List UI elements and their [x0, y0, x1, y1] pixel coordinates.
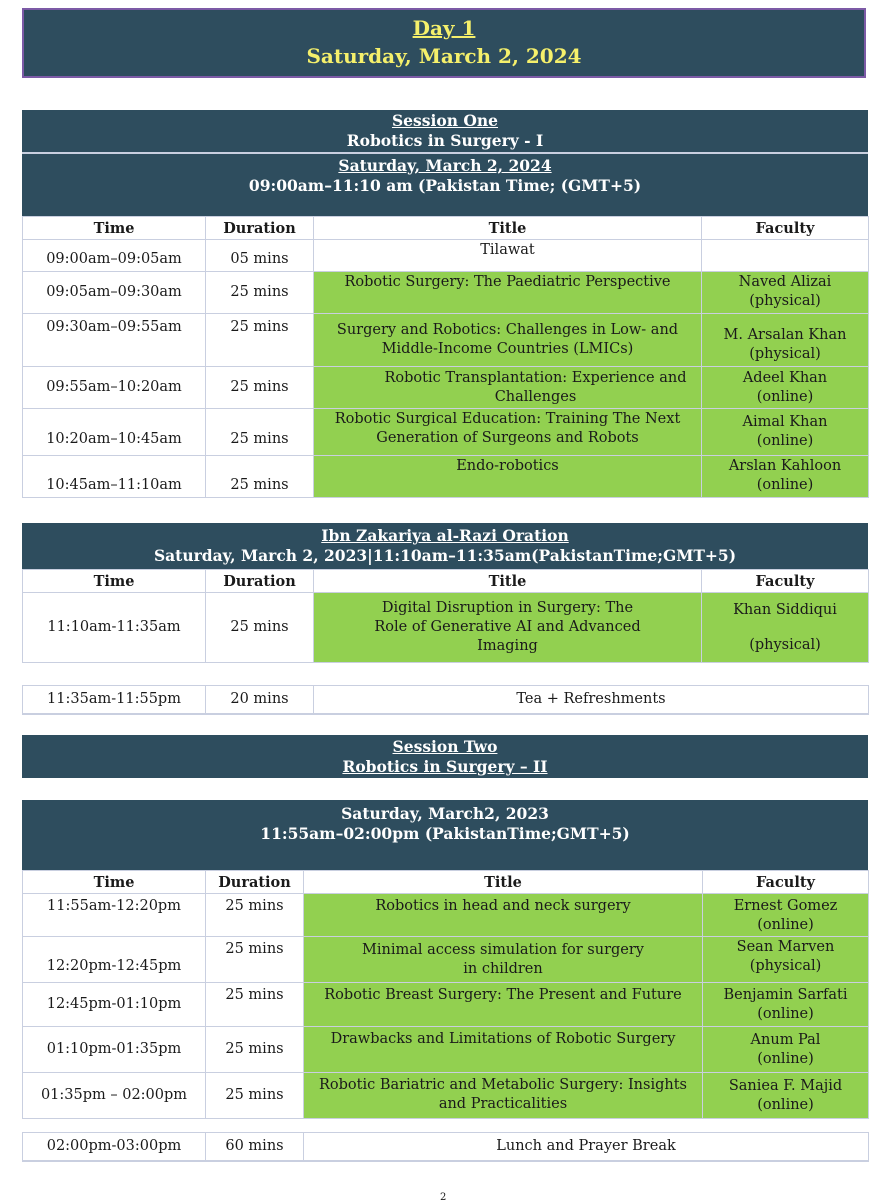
oration-subtitle: Saturday, March 2, 2023|11:10am–11:35am(PakistanTime;GMT+5): [153, 546, 737, 565]
faculty-name: Aimal Khan: [742, 414, 828, 430]
row-title: Digital Disruption in Surgery: The Role of Generative AI and Advanced Imaging: [314, 593, 702, 663]
col-time: Time: [23, 570, 206, 593]
row-duration: 25 mins: [206, 983, 304, 1027]
row-faculty: [702, 456, 869, 498]
row-time: 11:10am-11:35am: [23, 593, 206, 663]
faculty-name: M. Arsalan Khan: [723, 327, 847, 343]
faculty-name: Sean Marven: [736, 939, 835, 955]
faculty-mode: (physical): [749, 346, 821, 362]
tea-table: [22, 685, 869, 715]
row-time: 11:55am-12:20pm: [23, 894, 206, 937]
row-duration: 60 mins: [206, 1133, 304, 1161]
row-duration: 25 mins: [206, 1073, 304, 1119]
row-time: 09:05am–09:30am: [23, 272, 206, 314]
faculty-mode: (online): [757, 917, 814, 933]
row-title: Minimal access simulation for surgery in children: [304, 937, 703, 983]
row-title: Robotic Transplantation: Experience and Challenges: [314, 367, 702, 409]
col-time: Time: [23, 871, 206, 894]
table-row: [23, 272, 869, 314]
row-duration: 25 mins: [206, 593, 314, 663]
row-faculty: [702, 314, 869, 367]
row-time: 09:55am–10:20am: [23, 367, 206, 409]
col-time: Time: [23, 217, 206, 240]
session-two-time: 11:55am–02:00pm (PakistanTime;GMT+5): [260, 824, 630, 843]
row-title: Robotic Bariatric and Metabolic Surgery: Insights and Practicalities: [304, 1073, 703, 1119]
faculty-mode: (online): [756, 433, 814, 449]
row-faculty: [702, 409, 869, 456]
faculty-mode: (physical): [749, 293, 821, 309]
row-duration: 25 mins: [206, 456, 314, 498]
row-faculty: [702, 593, 869, 663]
faculty-name: Saniea F. Majid: [728, 1077, 843, 1094]
faculty-mode: (physical): [749, 958, 822, 974]
table-row: [23, 593, 869, 663]
session-two-datetime: [22, 800, 868, 870]
faculty-mode: (online): [757, 1050, 814, 1067]
faculty-mode: (online): [756, 388, 814, 405]
faculty-name: Anum Pal: [750, 1031, 821, 1048]
table-row: [23, 314, 869, 367]
oration-name: Ibn Zakariya al-Razi Oration: [321, 526, 569, 545]
col-faculty: Faculty: [702, 570, 869, 593]
lunch-table: [22, 1132, 869, 1162]
row-faculty: [703, 937, 869, 983]
row-time: 11:35am-11:55pm: [23, 686, 206, 714]
faculty-name: Khan Siddiqui: [733, 601, 837, 618]
table-row: [23, 1133, 869, 1161]
oration-table: [22, 569, 869, 663]
faculty-name: Arslan Kahloon: [728, 458, 842, 474]
tea-block: [22, 685, 868, 715]
row-faculty: [702, 272, 869, 314]
row-faculty: [703, 983, 869, 1027]
row-duration: 25 mins: [206, 937, 304, 983]
row-faculty: [703, 894, 869, 937]
row-time: 09:00am–09:05am: [23, 240, 206, 272]
faculty-name: Ernest Gomez: [733, 898, 838, 914]
table-header-row: [23, 871, 869, 894]
lunch-block: [22, 1132, 868, 1162]
session-two-table: [22, 870, 869, 1119]
table-row: [23, 686, 869, 714]
faculty-name: Benjamin Sarfati: [723, 987, 848, 1003]
faculty-mode: (physical): [749, 636, 821, 653]
session-one-name: Session One: [391, 111, 499, 130]
session-one-header: [22, 110, 868, 152]
row-time: 09:30am–09:55am: [23, 314, 206, 367]
col-duration: Duration: [206, 871, 304, 894]
oration-block: [22, 523, 868, 663]
faculty-name: Naved Alizai: [738, 274, 832, 290]
session-one-datetime: [22, 152, 868, 216]
day-title: Day 1: [412, 16, 476, 40]
col-faculty: Faculty: [703, 871, 869, 894]
row-title: Robotic Surgical Education: Training The Next Generation of Surgeons and Robots: [314, 409, 702, 456]
row-time: 10:45am–11:10am: [23, 456, 206, 498]
session-one-block: [22, 110, 868, 498]
session-two-topic: Robotics in Surgery – II: [342, 756, 548, 776]
row-duration: 25 mins: [206, 314, 314, 367]
faculty-mode: (online): [756, 477, 814, 493]
table-row: [23, 456, 869, 498]
table-row: [23, 1027, 869, 1073]
row-title: Tea + Refreshments: [314, 686, 869, 714]
row-title: Robotics in head and neck surgery: [304, 894, 703, 937]
session-one-topic: Robotics in Surgery - I: [346, 131, 544, 150]
row-duration: 25 mins: [206, 1027, 304, 1073]
oration-header: [22, 523, 868, 569]
col-duration: Duration: [206, 217, 314, 240]
table-row: [23, 367, 869, 409]
row-title: Surgery and Robotics: Challenges in Low- and Middle-Income Countries (LMICs): [314, 314, 702, 367]
row-duration: 25 mins: [206, 409, 314, 456]
session-two-name: Session Two: [392, 736, 498, 756]
row-title: Drawbacks and Limitations of Robotic Surgery: [304, 1027, 703, 1073]
table-row: [23, 409, 869, 456]
row-faculty: [703, 1027, 869, 1073]
row-time: 01:10pm-01:35pm: [23, 1027, 206, 1073]
table-row: [23, 1073, 869, 1119]
row-faculty: [703, 1073, 869, 1119]
faculty-name: Adeel Khan: [742, 369, 828, 386]
table-row: [23, 894, 869, 937]
row-title: Endo-robotics: [314, 456, 702, 498]
table-row: [23, 937, 869, 983]
row-time: 02:00pm-03:00pm: [23, 1133, 206, 1161]
session-one-table: [22, 216, 869, 498]
row-time: 01:35pm – 02:00pm: [23, 1073, 206, 1119]
row-title: Robotic Surgery: The Paediatric Perspective: [314, 272, 702, 314]
row-duration: 20 mins: [206, 686, 314, 714]
session-two-block: [22, 800, 868, 1119]
session-one-date: Saturday, March 2, 2024: [338, 156, 552, 175]
page-number: 2: [440, 1192, 447, 1203]
faculty-mode: (online): [757, 1096, 814, 1113]
row-title: Tilawat: [314, 240, 702, 272]
col-title: Title: [314, 570, 702, 593]
session-two-header: [22, 735, 868, 778]
col-title: Title: [304, 871, 703, 894]
faculty-mode: (online): [757, 1006, 814, 1022]
col-duration: Duration: [206, 570, 314, 593]
row-duration: 05 mins: [206, 240, 314, 272]
row-faculty: [702, 367, 869, 409]
day-date: Saturday, March 2, 2024: [306, 44, 582, 68]
row-time: 12:45pm-01:10pm: [23, 983, 206, 1027]
row-title: Lunch and Prayer Break: [304, 1133, 869, 1161]
day-banner: [22, 8, 866, 78]
session-two-date: Saturday, March2, 2023: [341, 804, 549, 823]
table-row: [23, 240, 869, 272]
row-duration: 25 mins: [206, 894, 304, 937]
row-duration: 25 mins: [206, 272, 314, 314]
col-title: Title: [314, 217, 702, 240]
session-one-time: 09:00am–11:10 am (Pakistan Time; (GMT+5): [248, 176, 642, 195]
row-faculty: [702, 240, 869, 272]
row-duration: 25 mins: [206, 367, 314, 409]
col-faculty: Faculty: [702, 217, 869, 240]
table-row: [23, 983, 869, 1027]
row-time: 10:20am–10:45am: [23, 409, 206, 456]
table-header-row: [23, 570, 869, 593]
row-title: Robotic Breast Surgery: The Present and Future: [304, 983, 703, 1027]
row-time: 12:20pm-12:45pm: [23, 937, 206, 983]
table-header-row: [23, 217, 869, 240]
